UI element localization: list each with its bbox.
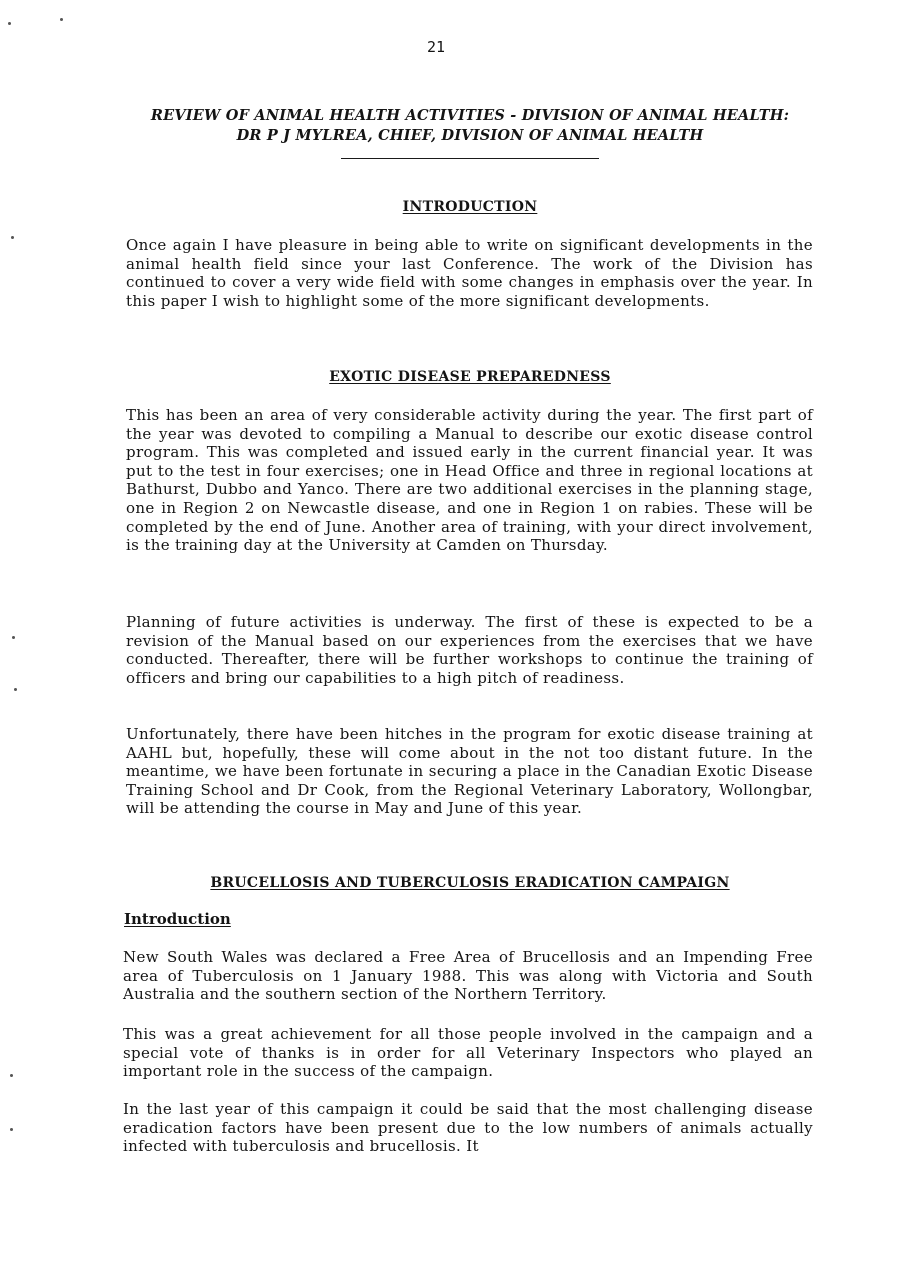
scan-speck: [60, 18, 63, 21]
title-line-2: DR P J MYLREA, CHIEF, DIVISION OF ANIMAL HEALTH: [236, 127, 704, 144]
brucellosis-paragraph-3: In the last year of this campaign it could be said that the most challenging disease eradication factors have been present due to the low numbers of animals actually infected with tuberculosis and brucellosis. It: [123, 1100, 813, 1156]
brucellosis-introduction-subheading: Introduction: [124, 910, 231, 928]
brucellosis-paragraph-1: New South Wales was declared a Free Area of Brucellosis and an Impending Free area of Tuberculosis on 1 January 1988. This was along with Victoria and South Australia and the southern section of the Northern Territory.: [123, 948, 813, 1004]
scan-speck: [11, 236, 14, 239]
title-line-1: REVIEW OF ANIMAL HEALTH ACTIVITIES - DIVISION OF ANIMAL HEALTH:: [150, 107, 790, 124]
title-underline-rule: [341, 158, 599, 159]
scan-speck: [14, 688, 17, 691]
exotic-disease-heading: EXOTIC DISEASE PREPAREDNESS: [329, 369, 611, 385]
scan-speck: [10, 1128, 13, 1131]
exotic-paragraph-2: Planning of future activities is underway. The first of these is expected to be a revision of the Manual based on our experiences from the exercises that we have conducted. Thereafter, there will be further workshops to continue the training of officers and bring our capabilities to a high pitch of readiness.: [126, 613, 813, 687]
page-number: 21: [426, 38, 446, 56]
scan-speck: [10, 1074, 13, 1077]
introduction-heading: INTRODUCTION: [402, 199, 538, 215]
brucellosis-paragraph-2: This was a great achievement for all those people involved in the campaign and a special vote of thanks is in order for all Veterinary Inspectors who played an important role in the success of the campaign.: [123, 1025, 813, 1081]
document-title: [120, 106, 820, 146]
scan-speck: [12, 636, 15, 639]
scan-speck: [8, 22, 11, 25]
exotic-paragraph-1: This has been an area of very considerable activity during the year. The first part of the year was devoted to compiling a Manual to describe our exotic disease control program. This was completed and issued early in the current financial year. It was put to the test in four exercises; one in Head Office and three in regional locations at Bathurst, Dubbo and Yanco. There are two additional exercises in the planning stage, one in Region 2 on Newcastle disease, and one in Region 1 on rabies. These will be completed by the end of June. Another area of training, with your direct involvement, is the training day at the University at Camden on Thursday.: [126, 406, 813, 555]
exotic-paragraph-3: Unfortunately, there have been hitches in the program for exotic disease training at AAHL but, hopefully, these will come about in the not too distant future. In the meantime, we have been fortunate in securing a place in the Canadian Exotic Disease Training School and Dr Cook, from the Regional Veterinary Laboratory, Wollongbar, will be attending the course in May and June of this year.: [126, 725, 813, 818]
introduction-paragraph-1: Once again I have pleasure in being able to write on significant developments in the animal health field since your last Conference. The work of the Division has continued to cover a very wide field with some changes in emphasis over the year. In this paper I wish to highlight some of the more significant developments.: [126, 236, 813, 310]
brucellosis-heading: BRUCELLOSIS AND TUBERCULOSIS ERADICATION CAMPAIGN: [210, 875, 730, 891]
